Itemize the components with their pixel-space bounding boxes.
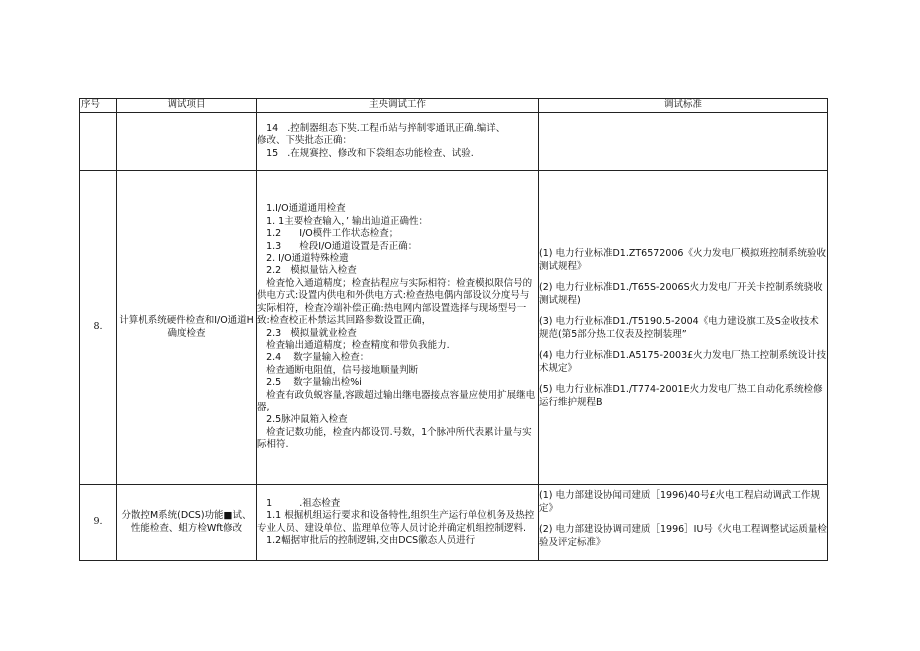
row-standards xyxy=(539,171,828,485)
row-work xyxy=(257,171,539,485)
standard-entry: (2) 电力部建设协调司建质［1996］IU号《火电工程调整试运质量检验及评定标准》 xyxy=(539,524,827,548)
work-line: 2.5 数字量输出检%i xyxy=(257,377,362,389)
row-item: 计算机系统硬件检查和I/O通道H确度检查 xyxy=(117,171,257,485)
standard-entry: (2) 电力行业标准D1./T65S-2006S火力发电厂开关卡控制系统骁收测试规程) xyxy=(539,281,823,306)
standard-entry: (3) 电力行业标准D1./T5190.5-2004《电力建设旗工及S金收技术规范(第5部分热工仪表及控制装理” xyxy=(539,315,819,340)
work-line: 1.3 检段I/O通道设置是否正确： xyxy=(257,240,418,252)
work-line: 1 .祖态检査 xyxy=(257,497,341,509)
row-work xyxy=(257,485,539,561)
work-line: 2.2 模拟量钻入检查 xyxy=(257,265,357,277)
work-line: 2.5脉冲鼠箱入检查 xyxy=(257,414,348,426)
work-line: 1.1 根掘机组运行要求和设备特性,组织生产运行单位机务及热控专业人员、建设单位、监理单位等人员讨论并确定机组控制逻料. xyxy=(257,510,535,534)
work-line: 14 .控制器组态下奘.工程币站与捽制零通讯正确.编详、 xyxy=(257,122,506,134)
row-number: 9. xyxy=(80,485,117,561)
row-work xyxy=(257,113,539,171)
work-line: 检査有政负蜕容量,容跋超过输出继电器接点容量应使用扩展继电器, xyxy=(257,389,536,413)
row-standards xyxy=(539,485,828,561)
table-row xyxy=(80,171,828,485)
work-line: 检查通断电阻值，信号接地顺量判断 xyxy=(257,364,419,376)
work-line: 2.3 模拟量就业检查 xyxy=(257,327,357,339)
standard-entry: (1) 电力行业标准D1.ZT6572006《火力发电厂模拟班控制系统验收测试规程》 xyxy=(539,247,826,272)
header-work: 主央调试工作 xyxy=(257,99,539,113)
row-number xyxy=(80,113,117,171)
work-line: 检査怆入通道精度；检査拈程应与实际相符：检査模拟限信号的供电方式:设置内供电和外供电方式:检查热电偶内部设议分度号与实际相符，检査冷端补偿正确:热电网内部设置选择与现场型号一致:检查校正朴禁运其回路参数设置正确， xyxy=(257,277,533,327)
standard-entry: (4) 电力行业标准D1.A5175-2003£火力发电厂热工控制系统设计技术规定》 xyxy=(539,349,827,374)
header-standard: 调试标准 xyxy=(539,99,828,113)
work-line: 1.2輻据审批后的控制逻辑,交由DCS徽态人员进行 xyxy=(257,534,476,546)
header-item: 调试项目 xyxy=(117,99,257,113)
standard-entry: (1) 电力部建设协闻司建质［1996)40号£火电工程启动调武工作规定》 xyxy=(539,490,820,514)
work-line: 15 .在规赛控、修改和下袋组态功能检查、试验. xyxy=(257,147,474,159)
work-line: 1.I/O通道通用检査 xyxy=(257,203,346,215)
row-standards xyxy=(539,113,828,171)
work-line: 检査输出通道精度；检查精度和带负我能力. xyxy=(257,339,450,351)
commissioning-table xyxy=(79,98,828,561)
work-line: 1. 1主要检查输入，’ 输出辿道正确性： xyxy=(257,215,428,227)
row-item xyxy=(117,113,257,171)
row-item: 分散控M系统(DCS)功能■试、性能检查、蛆方检Wft修改 xyxy=(117,485,257,561)
work-line: 2.4 数字量输入检查： xyxy=(257,352,370,364)
work-line: 1.2 I/O模件工作状态检査； xyxy=(257,228,399,240)
table-row xyxy=(80,485,828,561)
row-number: 8. xyxy=(80,171,117,485)
work-line: 2. I/O通道特殊检遗 xyxy=(257,253,349,265)
table-row xyxy=(80,113,828,171)
table-header-row xyxy=(80,99,828,113)
standard-entry: (5) 电力行业标准D1./T774-2001E火力发电厂热工自动化系统检修运行维护规程B xyxy=(539,383,823,408)
work-line: 检査记数功能，检査内都设罚.号数，1个脉冲所代表累计量与实际相符. xyxy=(257,426,532,451)
header-number: 序号 xyxy=(80,99,117,113)
work-line: 修改、下奘批态正确： xyxy=(257,135,353,147)
